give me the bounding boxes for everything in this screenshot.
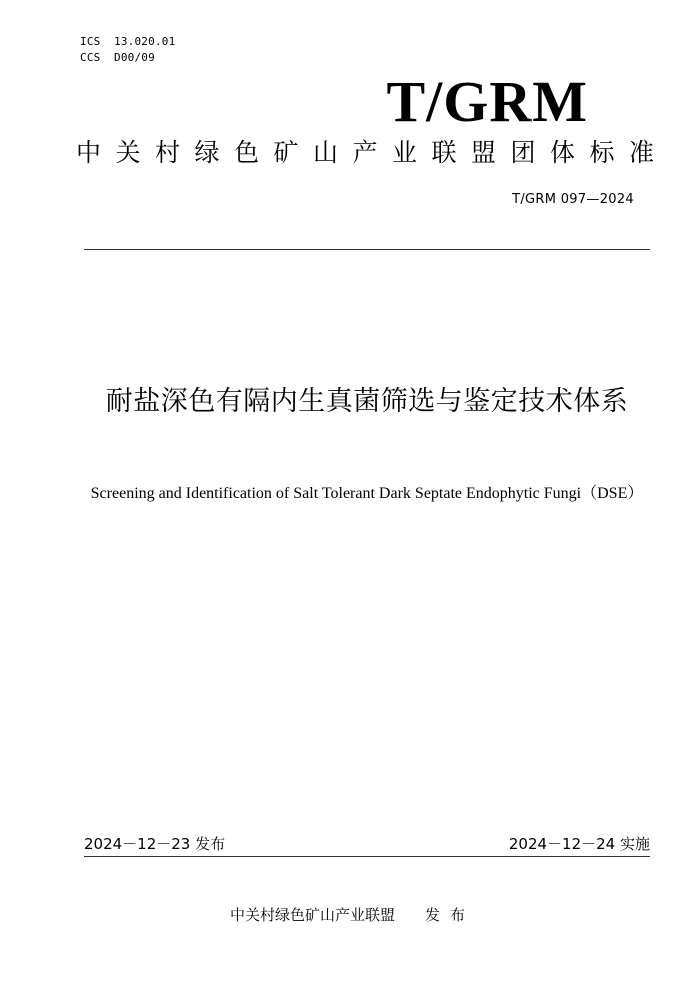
top-divider [84, 249, 650, 250]
document-number: T/GRM 097—2024 [512, 192, 634, 207]
ccs-row [80, 50, 175, 66]
classification-codes [80, 34, 175, 66]
bottom-divider [84, 856, 650, 857]
implementation-date: 2024－12－24 实施 [508, 835, 650, 853]
document-title-chinese: 耐盐深色有隔内生真菌筛选与鉴定技术体系 [105, 386, 629, 417]
ics-label: ICS [80, 35, 101, 48]
publisher-name: 中关村绿色矿山产业联盟 [230, 906, 396, 924]
ics-row [80, 34, 175, 50]
document-title-english: Screening and Identification of Salt Tolerant Dark Septate Endophytic Fungi（DSE） [90, 485, 644, 502]
publisher-action: 发布 [425, 906, 476, 924]
standard-logo: T/GRM [386, 69, 588, 134]
ccs-code: D00/09 [114, 51, 155, 64]
ics-code: 13.020.01 [114, 35, 176, 48]
ccs-label: CCS [80, 51, 101, 64]
publisher-line [230, 905, 475, 925]
organization-standard-title: 中关村绿色矿山产业联盟团体标准 [76, 138, 669, 167]
issue-date: 2024－12－23 发布 [84, 835, 226, 853]
